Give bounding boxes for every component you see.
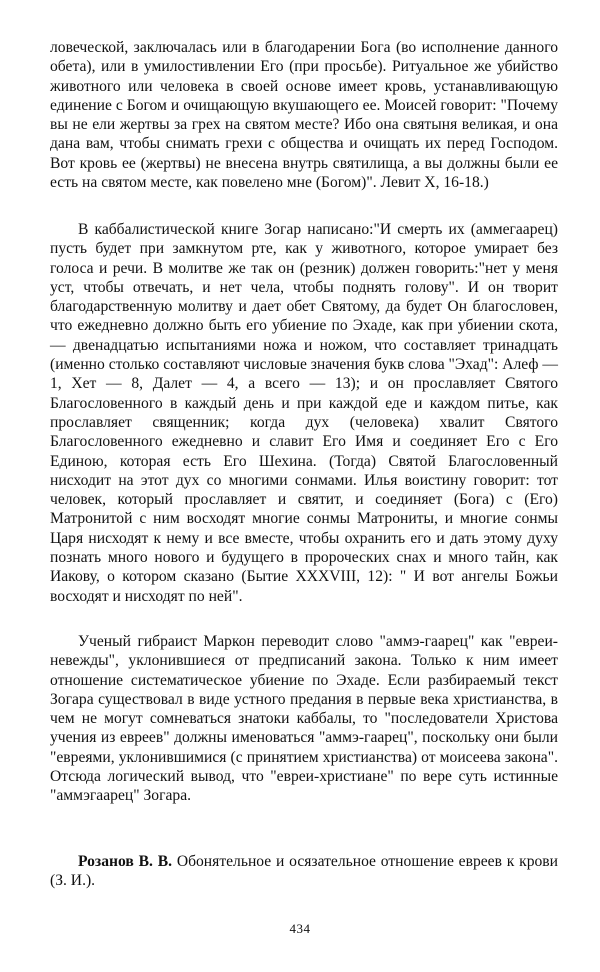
reference-author: Розанов В. В. bbox=[78, 853, 173, 870]
bibliographic-reference bbox=[50, 852, 558, 891]
reference-title: Обонятельное и осязательное отношение евреев к крови (З. И.). bbox=[50, 853, 558, 890]
reference-line bbox=[50, 852, 558, 891]
text-block-top bbox=[50, 38, 558, 192]
paragraph-3: Ученый гибраист Маркон переводит слово "аммэ-гаарец" как "евреи-невежды", уклонившиеся от предписаний закона. Только к ним имеет отношение систематическое убиение по Эхаде. Если разбираемый текст Зогара существовал в виде устного предания в первые века христианства, в чем не могут сомневаться знатоки каббалы, то "последователи Христова учения из евреев" должны именоваться "аммэ-гаарец", поскольку они были "евреями, уклонившимися (с принятием христианства) от моисеева закона". Отсюда логический вывод, что "евреи-христиане" по вере суть истинные "аммэгаарец" Зогара. bbox=[50, 633, 558, 805]
paragraph-2: В каббалистической книге Зогар написано:"И смерть их (аммегаарец) пусть будет при замкнутом рте, как у животного, которое умирает без голоса и речи. В молитве же так он (резник) должен говорить:"нет у меня уст, чтобы отвечать, и нет чела, чтобы поднять голову". И он творит благодарственную молитву и дает обет Святому, да будет Он благословен, что ежедневно должно быть его убиение по Эхаде, как при убиении скота, — двенадцатью испытаниями ножа и ножом, что составляет тринадцать (именно столько составляют числовые значения букв слова "Эхад": Алеф — 1, Хет — 8, Далет — 4, а всего — 13); и он прославляет Святого Благословенного в каждый день и при каждой еде и каждом питье, как прославляет священник; когда дух (человека) хвалит Святого Благословенного ежедневно и славит Его Имя и соединяет Его с Его Единою, которая есть Его Шехина. (Тогда) Святой Благословенный нисходит на этот дух со многими сонмами. Илья воистину говорит: тот человек, который прославляет и святит, и соединяет (Бога) с (Его) Матронитой с ним восходят многие сонмы Матрониты, и многие сонмы Царя нисходят к нему и все вместе, чтобы охранить его и дать этому духу познать много нового и будущего в пророческих снах и много тайн, как Иакову, о котором сказано (Бытие XXXVIII, 12): " И вот ангелы Божьи восходят и нисходят по ней". bbox=[50, 221, 559, 605]
paragraph-1: ловеческой, заключалась или в благодарении Бога (во исполнение данного обета), или в умилостивлении Его (при просьбе). Ритуальное же убийство животного или человека в своей основе имеет кровь, устанавливающую единение с Богом и очищающую вкушающего ее. Моисей говорит: "Почему вы не ели жертвы за грех на святом месте? Ибо она святыня великая, и она дана вам, чтобы снимать грехи с общества и очищать их перед Господом. Вот кровь ее (жертвы) не внесена внутрь святилища, а вы должны были ее есть на святом месте, как повелено мне (Богом)". Левит X, 16-18.) bbox=[50, 39, 558, 192]
page-number: 434 bbox=[289, 921, 311, 936]
text-block-zohar-quote bbox=[50, 220, 558, 606]
text-block-commentary bbox=[50, 632, 558, 806]
